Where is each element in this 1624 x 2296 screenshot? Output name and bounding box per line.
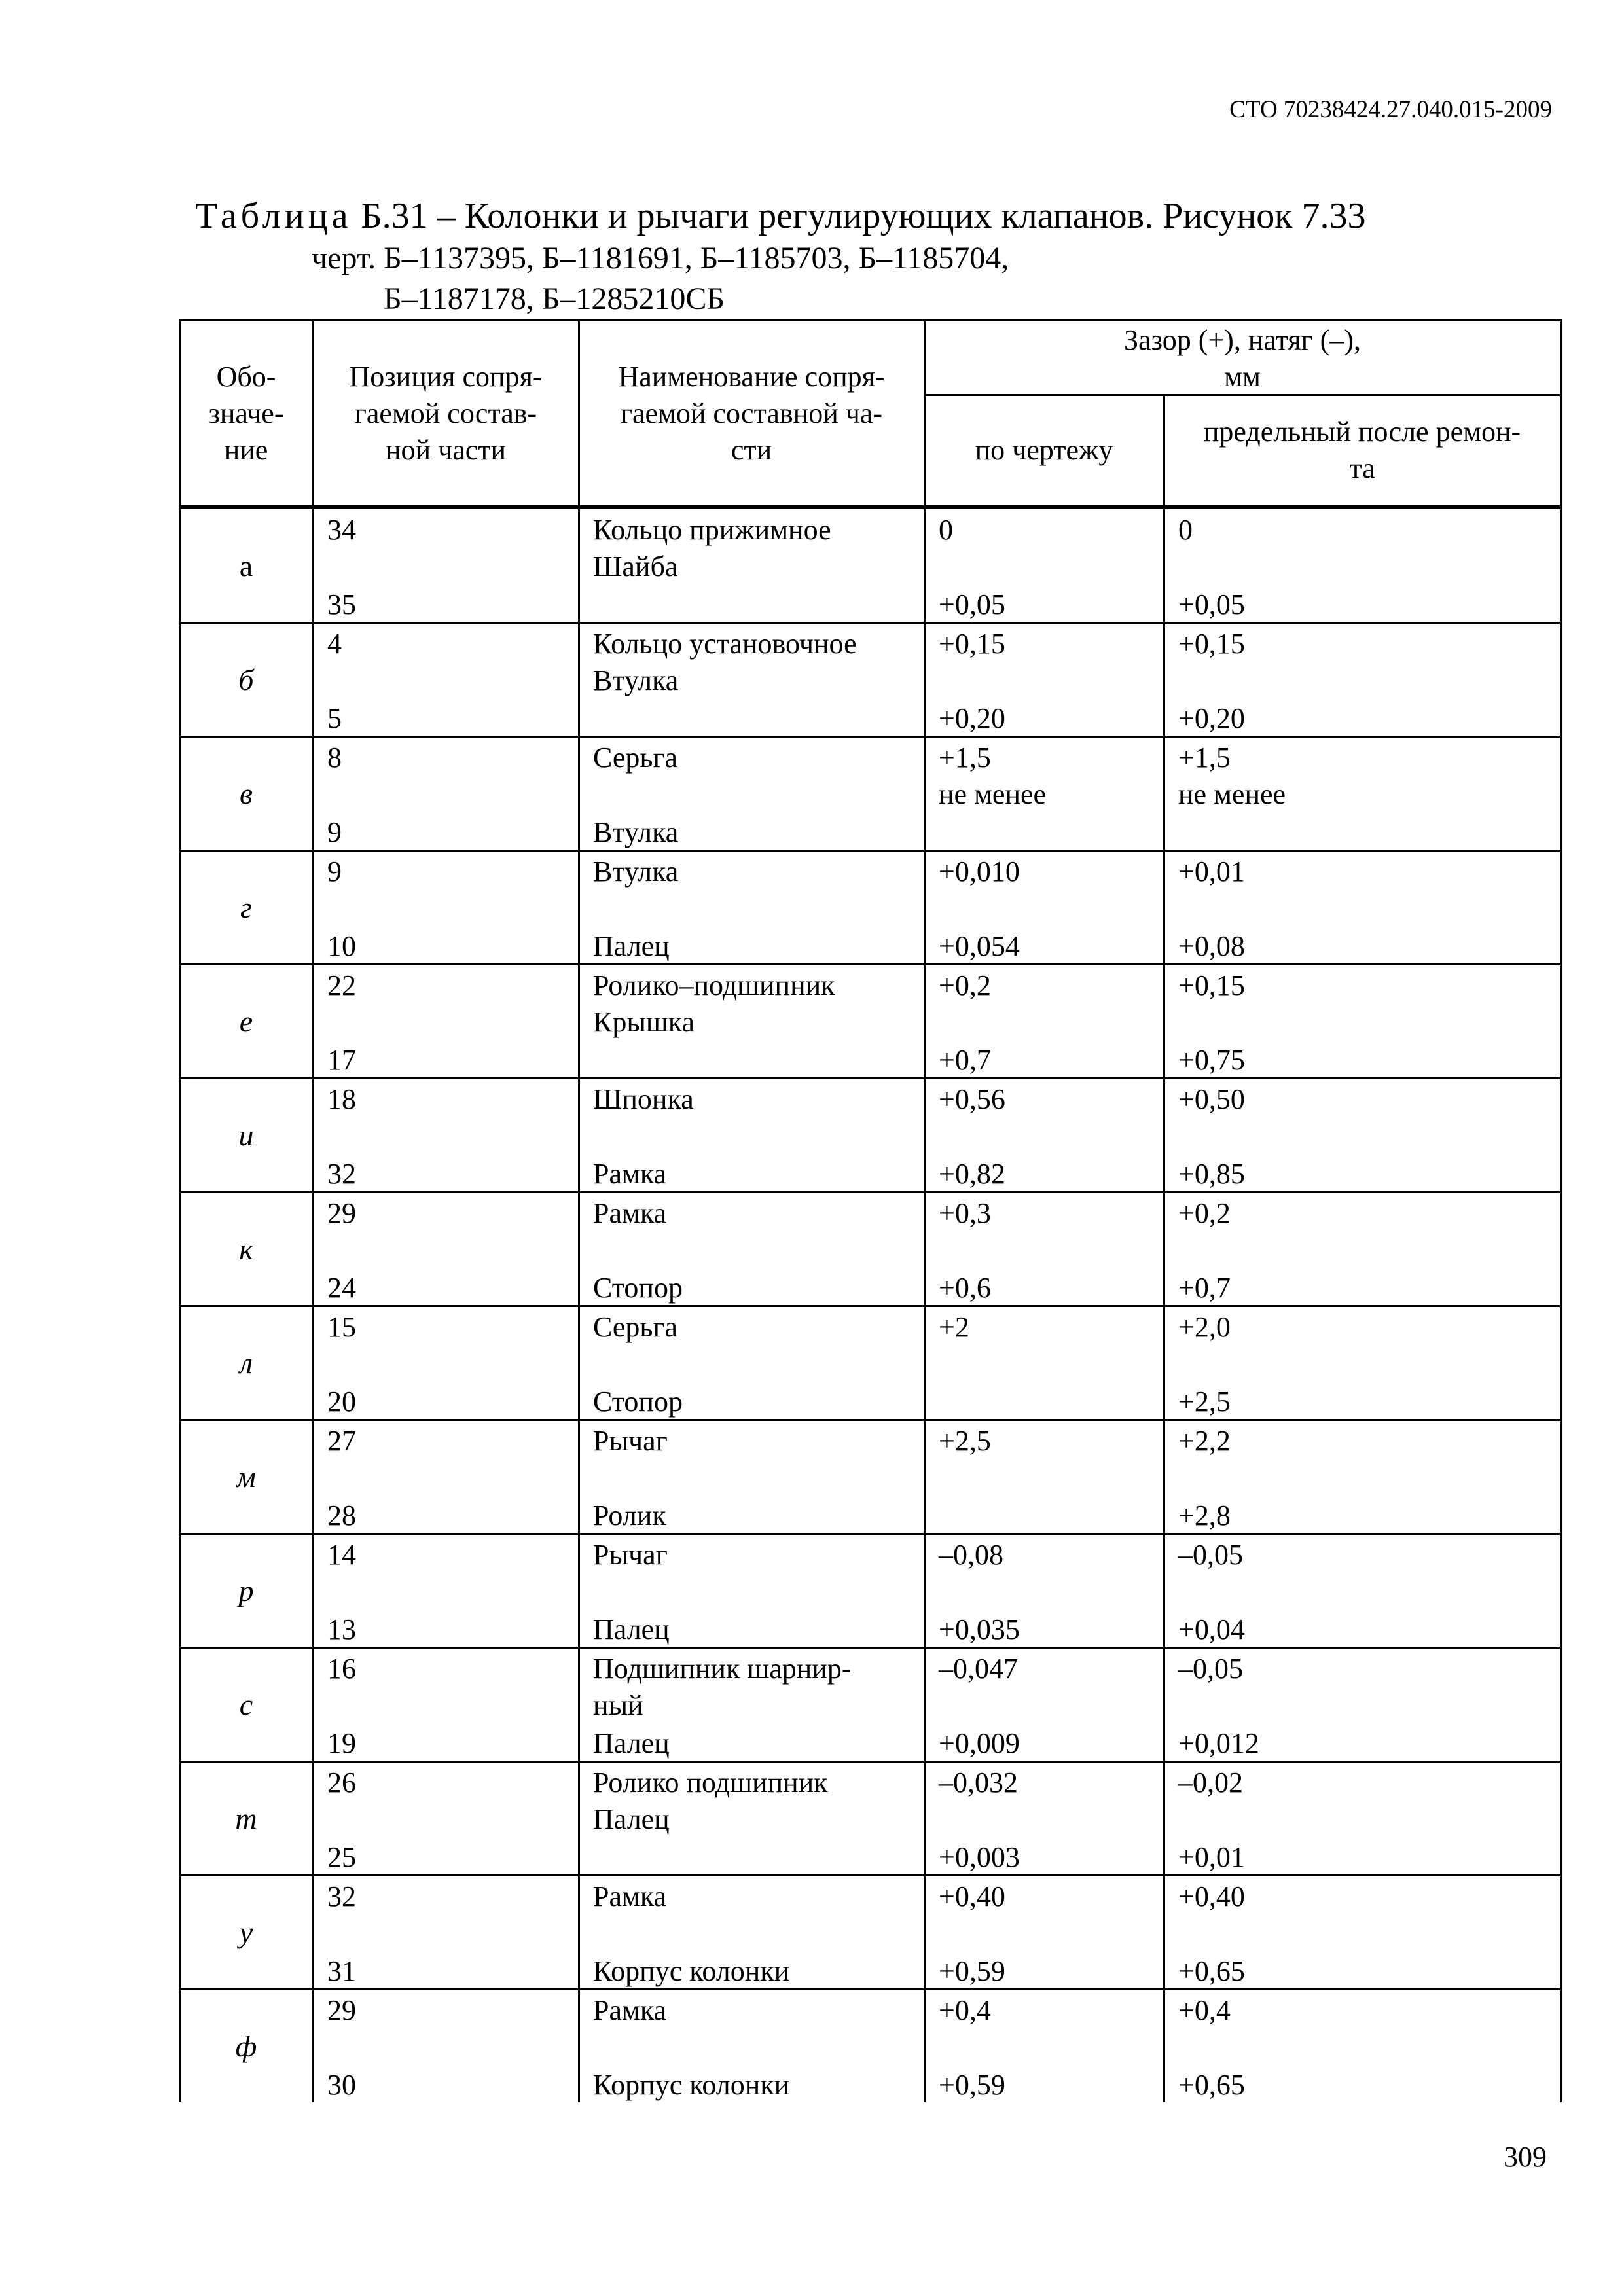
column-divider: [312, 319, 314, 2102]
table-caption: [195, 194, 1504, 319]
by-drawing-cell: +0,010: [939, 855, 1020, 888]
position-cell: 24: [327, 1272, 356, 1304]
by-drawing-cell: +2,5: [939, 1425, 991, 1457]
designation-cell: ф: [235, 2030, 257, 2063]
by-drawing-cell: –0,032: [939, 1767, 1018, 1799]
limit-cell: +2,5: [1178, 1386, 1231, 1418]
header-limit-after-repair: предельный после ремон- та: [1203, 416, 1521, 484]
by-drawing-cell: +0,035: [939, 1613, 1020, 1645]
position-cell: 35: [327, 588, 356, 620]
limit-cell: +2,0: [1178, 1311, 1231, 1343]
row-divider: [179, 1077, 1561, 1079]
position-cell: 27: [327, 1425, 356, 1457]
part-name-cell: Рамка: [593, 1158, 667, 1190]
position-cell: 9: [327, 855, 342, 888]
part-name-cell: Серьга: [593, 1311, 678, 1343]
limit-cell: +1,5: [1178, 742, 1231, 774]
limit-cell: +0,75: [1178, 1044, 1245, 1076]
part-name-cell: Подшипник шарнир-: [593, 1653, 852, 1685]
part-name-cell: Крышка: [593, 1006, 695, 1038]
header-bottom-border: [179, 505, 1561, 509]
position-cell: 13: [327, 1613, 356, 1645]
position-cell: 14: [327, 1539, 356, 1571]
part-name-cell: Втулка: [593, 664, 679, 696]
row-divider: [179, 736, 1561, 738]
page-number: 309: [1504, 2141, 1547, 2173]
designation-cell: р: [238, 1574, 254, 1607]
caption-word: Таблица: [195, 196, 352, 236]
designation-cell: м: [236, 1460, 256, 1494]
caption-drawings-line1: черт. Б–1137395, Б–1181691, Б–1185703, Б–1185704,: [312, 241, 1009, 276]
position-cell: 20: [327, 1386, 356, 1418]
limit-cell: +0,65: [1178, 2069, 1245, 2101]
designation-cell: б: [238, 663, 254, 696]
limit-cell: не менее: [1178, 778, 1286, 810]
by-drawing-cell: +1,5: [939, 742, 991, 774]
position-cell: 5: [327, 702, 342, 734]
row-divider: [179, 850, 1561, 852]
position-cell: 29: [327, 1197, 356, 1229]
by-drawing-cell: +0,6: [939, 1272, 991, 1304]
position-cell: 9: [327, 816, 342, 848]
position-cell: 4: [327, 628, 342, 660]
position-cell: 32: [327, 1158, 356, 1190]
position-cell: 26: [327, 1767, 356, 1799]
by-drawing-cell: +0,2: [939, 969, 991, 1001]
row-divider: [179, 963, 1561, 965]
by-drawing-cell: +2: [939, 1311, 969, 1343]
part-name-cell: Палец: [593, 1727, 670, 1759]
by-drawing-cell: +0,05: [939, 588, 1005, 620]
part-name-cell: Втулка: [593, 855, 679, 888]
part-name-cell: Рамка: [593, 1994, 667, 2026]
part-name-cell: Корпус колонки: [593, 1955, 790, 1987]
limit-cell: +0,2: [1178, 1197, 1231, 1229]
part-name-cell: Рамка: [593, 1197, 667, 1229]
by-drawing-cell: 0: [939, 514, 953, 546]
part-name-cell: Шайба: [593, 550, 678, 583]
by-drawing-cell: +0,40: [939, 1880, 1005, 1912]
part-name-cell: Втулка: [593, 816, 679, 848]
row-divider: [179, 1305, 1561, 1307]
position-cell: 30: [327, 2069, 356, 2101]
position-cell: 25: [327, 1841, 356, 1873]
designation-cell: у: [239, 1916, 253, 1949]
designation-cell: а: [239, 549, 253, 583]
limit-cell: +0,05: [1178, 588, 1245, 620]
limit-cell: +0,012: [1178, 1727, 1259, 1759]
designation-cell: л: [239, 1346, 253, 1380]
limit-cell: –0,05: [1178, 1539, 1243, 1571]
header-position: Позиция сопря- гаемой состав- ной части: [349, 361, 543, 466]
limit-cell: +0,04: [1178, 1613, 1245, 1645]
column-divider: [1163, 394, 1165, 2102]
document-code: СТО 70238424.27.040.015-2009: [1229, 96, 1552, 123]
by-drawing-cell: +0,59: [939, 2069, 1005, 2101]
by-drawing-cell: +0,054: [939, 930, 1020, 962]
by-drawing-cell: +0,4: [939, 1994, 991, 2026]
position-cell: 18: [327, 1083, 356, 1115]
position-cell: 16: [327, 1653, 356, 1685]
designation-cell: с: [239, 1688, 253, 1721]
part-name-cell: ный: [593, 1689, 643, 1721]
header-part-name: Наименование сопря- гаемой составной ча- сти: [618, 361, 885, 466]
part-name-cell: Рычаг: [593, 1539, 668, 1571]
header-group-divider: [924, 394, 1561, 396]
part-name-cell: Палец: [593, 1803, 670, 1835]
by-drawing-cell: +0,20: [939, 702, 1005, 734]
caption-title: Б.31 – Колонки и рычаги регулирующих клапанов. Рисунок 7.33: [352, 196, 1366, 236]
by-drawing-cell: +0,003: [939, 1841, 1020, 1873]
column-divider: [924, 319, 926, 2102]
part-name-cell: Стопор: [593, 1272, 683, 1304]
limit-cell: +0,01: [1178, 1841, 1245, 1873]
limit-cell: +0,01: [1178, 855, 1245, 888]
position-cell: 19: [327, 1727, 356, 1759]
row-divider: [179, 622, 1561, 624]
by-drawing-cell: –0,047: [939, 1653, 1018, 1685]
row-divider: [179, 1988, 1561, 1990]
part-name-cell: Рычаг: [593, 1425, 668, 1457]
part-name-cell: Кольцо прижимное: [593, 514, 831, 546]
limit-cell: –0,05: [1178, 1653, 1243, 1685]
by-drawing-cell: +0,009: [939, 1727, 1020, 1759]
by-drawing-cell: не менее: [939, 778, 1047, 810]
part-name-cell: Ролико–подшипник: [593, 969, 835, 1001]
by-drawing-cell: +0,15: [939, 628, 1005, 660]
position-cell: 29: [327, 1994, 356, 2026]
designation-cell: е: [239, 1005, 253, 1038]
by-drawing-cell: +0,56: [939, 1083, 1005, 1115]
by-drawing-cell: –0,08: [939, 1539, 1003, 1571]
limit-cell: 0: [1178, 514, 1193, 546]
limit-cell: –0,02: [1178, 1767, 1243, 1799]
by-drawing-cell: +0,3: [939, 1197, 991, 1229]
designation-cell: т: [235, 1802, 257, 1835]
limit-cell: +0,40: [1178, 1880, 1245, 1912]
header-by-drawing: по чертежу: [975, 434, 1113, 466]
row-divider: [179, 1419, 1561, 1421]
position-cell: 22: [327, 969, 356, 1001]
limit-cell: +0,7: [1178, 1272, 1231, 1304]
designation-cell: в: [240, 777, 253, 810]
position-cell: 8: [327, 742, 342, 774]
position-cell: 34: [327, 514, 356, 546]
row-divider: [179, 1533, 1561, 1535]
header-designation: Обо- значе- ние: [208, 361, 284, 466]
part-name-cell: Кольцо установочное: [593, 628, 857, 660]
position-cell: 15: [327, 1311, 356, 1343]
column-divider: [1560, 319, 1562, 2102]
by-drawing-cell: +0,7: [939, 1044, 991, 1076]
row-divider: [179, 1647, 1561, 1649]
position-cell: 31: [327, 1955, 356, 1987]
row-divider: [179, 1761, 1561, 1763]
column-divider: [578, 319, 580, 2102]
row-divider: [179, 1874, 1561, 1876]
limit-cell: +0,85: [1178, 1158, 1245, 1190]
caption-drawings-line2: Б–1187178, Б–1285210СБ: [384, 281, 725, 316]
limit-cell: +0,4: [1178, 1994, 1231, 2026]
limit-cell: +0,20: [1178, 702, 1245, 734]
part-name-cell: Корпус колонки: [593, 2069, 790, 2101]
part-name-cell: Рамка: [593, 1880, 667, 1912]
part-name-cell: Ролик: [593, 1499, 666, 1532]
limit-cell: +2,8: [1178, 1499, 1231, 1532]
by-drawing-cell: +0,59: [939, 1955, 1005, 1987]
part-name-cell: Палец: [593, 930, 670, 962]
part-name-cell: Палец: [593, 1613, 670, 1645]
limit-cell: +0,08: [1178, 930, 1245, 962]
part-name-cell: Ролико подшипник: [593, 1767, 828, 1799]
designation-cell: и: [238, 1119, 254, 1152]
position-cell: 32: [327, 1880, 356, 1912]
position-cell: 10: [327, 930, 356, 962]
designation-cell: г: [240, 891, 252, 924]
position-cell: 28: [327, 1499, 356, 1532]
limit-cell: +0,15: [1178, 628, 1245, 660]
table-top-border: [179, 319, 1561, 321]
part-name-cell: Шпонка: [593, 1083, 694, 1115]
part-name-cell: Серьга: [593, 742, 678, 774]
designation-cell: к: [239, 1232, 253, 1266]
limit-cell: +0,65: [1178, 1955, 1245, 1987]
limit-cell: +2,2: [1178, 1425, 1231, 1457]
limit-cell: +0,50: [1178, 1083, 1245, 1115]
part-name-cell: Стопор: [593, 1386, 683, 1418]
column-divider: [179, 319, 181, 2102]
limit-cell: +0,15: [1178, 969, 1245, 1001]
position-cell: 17: [327, 1044, 356, 1076]
row-divider: [179, 1191, 1561, 1193]
by-drawing-cell: +0,82: [939, 1158, 1005, 1190]
header-clearance-group: Зазор (+), натяг (–), мм: [1124, 324, 1361, 393]
